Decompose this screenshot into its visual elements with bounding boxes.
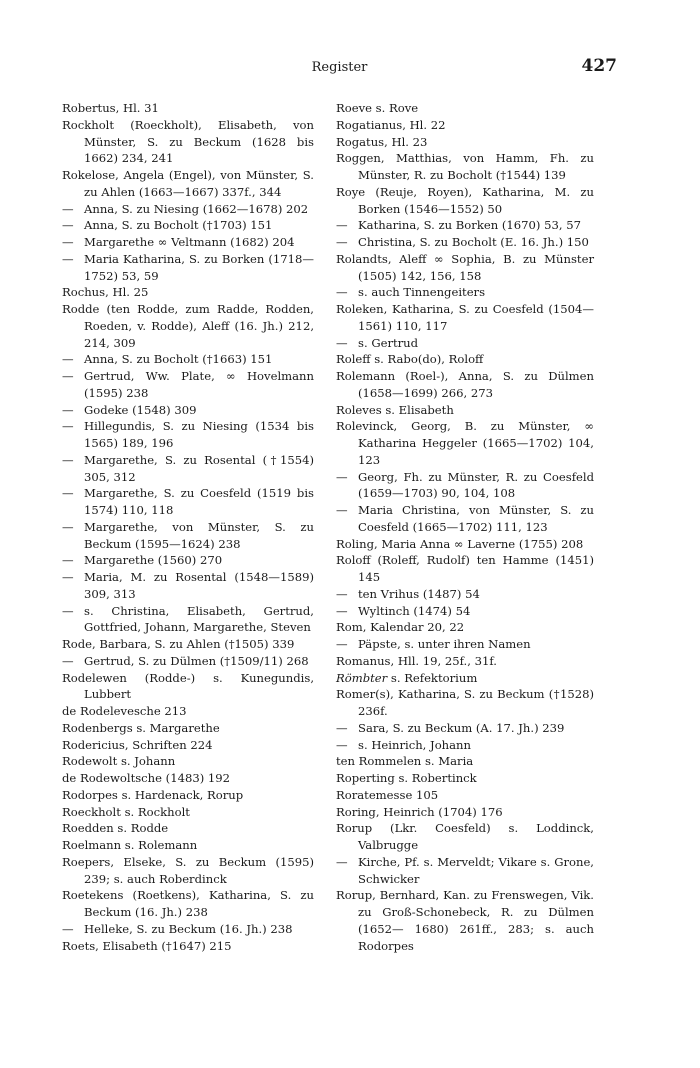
entry-text: Rodelewen (Rodde-) s. Kunegundis, Lubbert bbox=[62, 670, 314, 702]
entry-text: Roye (Reuje, Royen), Katharina, M. zu Borken (1546—1552) 50 bbox=[336, 184, 594, 216]
entry-text: Roloff (Roleff, Rudolf) ten Hamme (1451) 145 bbox=[336, 553, 594, 584]
index-subentry bbox=[62, 402, 314, 419]
index-subentry bbox=[336, 234, 594, 251]
entry-text: Roratemesse 105 bbox=[336, 787, 439, 802]
index-subentry bbox=[336, 217, 594, 234]
index-subentry bbox=[62, 251, 314, 285]
entry-text: Rolevinck, Georg, B. zu Münster, ∞ Katharina Heggeler (1665—1702) 104, 123 bbox=[336, 419, 594, 467]
index-entry bbox=[62, 167, 314, 201]
entry-text: Godeke (1548) 309 bbox=[84, 402, 197, 417]
entry-text: Maria, M. zu Rosental (1548—1589) 309, 313 bbox=[84, 570, 314, 601]
entry-text: Margarethe ∞ Veltmann (1682) 204 bbox=[84, 235, 295, 249]
entry-text: Roetekens (Roetkens), Katharina, S. zu Beckum (16. Jh.) 238 bbox=[62, 888, 314, 919]
index-entry bbox=[336, 804, 594, 821]
entry-dash: — bbox=[336, 603, 348, 618]
index-column-right bbox=[336, 100, 594, 954]
index-subentry bbox=[336, 335, 594, 352]
index-subentry bbox=[336, 603, 594, 620]
index-entry bbox=[336, 100, 594, 117]
index-subentry bbox=[62, 519, 314, 553]
entry-text: Katharina, S. zu Borken (1670) 53, 57 bbox=[358, 218, 581, 233]
entry-text: Rogatus, Hl. 23 bbox=[336, 134, 428, 149]
entry-text: Rodde (ten Rodde, zum Radde, Rodden, Roeden, v. Rodde), Aleff (16. Jh.) 212, 214, 309 bbox=[62, 302, 314, 350]
entry-dash: — bbox=[62, 235, 74, 249]
index-entry bbox=[336, 351, 594, 368]
entry-text: Rolandts, Aleff ∞ Sophia, B. zu Münster (1505) 142, 156, 158 bbox=[336, 251, 594, 283]
index-entry bbox=[336, 301, 594, 335]
entry-text: Rodorpes s. Hardenack, Rorup bbox=[62, 787, 244, 802]
index-entry bbox=[62, 854, 314, 888]
entry-dash: — bbox=[62, 553, 74, 568]
entry-text: Roedden s. Rodde bbox=[62, 821, 169, 836]
index-entry bbox=[336, 653, 594, 670]
index-entry bbox=[62, 770, 314, 787]
index-entry bbox=[336, 184, 594, 218]
entry-text: Rochus, Hl. 25 bbox=[62, 285, 149, 300]
entry-dash: — bbox=[62, 352, 74, 367]
index-entry bbox=[336, 753, 594, 770]
index-entry bbox=[336, 770, 594, 787]
index-entry bbox=[62, 938, 314, 955]
entry-text: Roeve s. Rove bbox=[336, 101, 419, 115]
entry-dash: — bbox=[336, 285, 348, 300]
index-entry bbox=[336, 418, 594, 468]
index-entry bbox=[336, 117, 594, 134]
entry-dash: — bbox=[336, 335, 348, 350]
entry-text: Rodenbergs s. Margarethe bbox=[62, 720, 220, 735]
index-subentry bbox=[336, 720, 594, 737]
entry-text: s. Refektorium bbox=[387, 670, 478, 685]
index-entry bbox=[62, 753, 314, 770]
index-entry bbox=[336, 368, 594, 402]
index-subentry bbox=[62, 217, 314, 234]
entry-dash: — bbox=[62, 921, 74, 936]
entry-text: Roring, Heinrich (1704) 176 bbox=[336, 804, 503, 819]
index-subentry bbox=[62, 351, 314, 368]
index-entry bbox=[336, 536, 594, 553]
entry-text: s. Gertrud bbox=[358, 335, 419, 350]
entry-text: Roelmann s. Rolemann bbox=[62, 838, 198, 852]
entry-text: Roperting s. Robertinck bbox=[336, 771, 477, 785]
index-subentry bbox=[62, 921, 314, 938]
entry-italic-term: Römbter bbox=[336, 670, 388, 685]
entry-text: Roets, Elisabeth (†1647) 215 bbox=[62, 938, 232, 953]
index-subentry bbox=[336, 854, 594, 888]
entry-dash: — bbox=[62, 201, 74, 216]
entry-text: Rolemann (Roel-), Anna, S. zu Dülmen (1658—1699) 266, 273 bbox=[336, 369, 594, 400]
index-subentry bbox=[336, 586, 594, 603]
entry-text: Roepers, Elseke, S. zu Beckum (1595) 239; s. auch Roberdinck bbox=[62, 854, 314, 886]
entry-text: Roleff s. Rabo(do), Roloff bbox=[336, 352, 484, 367]
entry-dash: — bbox=[336, 586, 348, 601]
index-entry bbox=[336, 402, 594, 419]
index-subentry bbox=[62, 234, 314, 251]
entry-text: Rodewolt s. Johann bbox=[62, 754, 176, 769]
entry-text: Anna, S. zu Bocholt (†1663) 151 bbox=[84, 352, 273, 367]
entry-dash: — bbox=[62, 452, 74, 467]
entry-dash: — bbox=[336, 720, 348, 735]
entry-text: Anna, S. zu Bocholt (†1703) 151 bbox=[84, 218, 273, 233]
entry-dash: — bbox=[62, 603, 74, 618]
entry-dash: — bbox=[62, 519, 74, 534]
index-subentry bbox=[62, 552, 314, 569]
entry-text: Robertus, Hl. 31 bbox=[62, 101, 159, 115]
entry-dash: — bbox=[336, 218, 348, 233]
index-entry bbox=[62, 636, 314, 653]
entry-dash: — bbox=[62, 402, 74, 417]
entry-text: Maria Christina, von Münster, S. zu Coesfeld (1665—1702) 111, 123 bbox=[358, 503, 594, 534]
index-entry bbox=[336, 887, 594, 954]
entry-dash: — bbox=[62, 251, 74, 266]
entry-text: Romer(s), Katharina, S. zu Beckum (†1528) 236f. bbox=[336, 687, 594, 718]
entry-text: Roggen, Matthias, von Hamm, Fh. zu Münster, R. zu Bocholt (†1544) 139 bbox=[336, 151, 594, 182]
entry-dash: — bbox=[336, 235, 348, 249]
index-subentry bbox=[62, 603, 314, 637]
entry-text: s. auch Tinnengeiters bbox=[358, 285, 486, 300]
entry-dash: — bbox=[336, 637, 348, 651]
entry-text: Anna, S. zu Niesing (1662—1678) 202 bbox=[84, 201, 309, 216]
entry-dash: — bbox=[336, 503, 348, 517]
index-entry bbox=[62, 284, 314, 301]
index-subentry bbox=[62, 485, 314, 519]
page-header bbox=[62, 56, 617, 84]
entry-text: Roling, Maria Anna ∞ Laverne (1755) 208 bbox=[336, 536, 584, 551]
index-entry bbox=[62, 301, 314, 351]
index-subentry bbox=[62, 569, 314, 603]
index-entry bbox=[62, 737, 314, 754]
entry-text: Rorup (Lkr. Coesfeld) s. Loddinck, Valbrugge bbox=[336, 821, 594, 852]
entry-dash: — bbox=[62, 653, 74, 668]
entry-text: de Rodewoltsche (1483) 192 bbox=[62, 771, 231, 785]
index-subentry bbox=[336, 502, 594, 536]
entry-dash: — bbox=[62, 570, 74, 584]
entry-dash: — bbox=[62, 369, 74, 383]
index-subentry bbox=[62, 201, 314, 218]
index-entry bbox=[62, 720, 314, 737]
entry-text: Hillegundis, S. zu Niesing (1534 bis 1565) 189, 196 bbox=[84, 419, 314, 450]
entry-text: de Rodelevesche 213 bbox=[62, 704, 187, 718]
entry-text: Maria Katharina, S. zu Borken (1718—1752) 53, 59 bbox=[84, 251, 314, 283]
entry-text: Romanus, Hll. 19, 25f., 31f. bbox=[336, 653, 497, 668]
index-entry bbox=[336, 619, 594, 636]
entry-text: Roeckholt s. Rockholt bbox=[62, 804, 190, 819]
index-entry bbox=[62, 787, 314, 804]
entry-dash: — bbox=[62, 419, 74, 434]
entry-text: Päpste, s. unter ihren Namen bbox=[358, 637, 531, 651]
entry-dash: — bbox=[62, 486, 74, 501]
index-entry bbox=[336, 251, 594, 285]
entry-text: s. Christina, Elisabeth, Gertrud, Gottfried, Johann, Margarethe, Steven bbox=[84, 603, 314, 635]
entry-text: Rode, Barbara, S. zu Ahlen (†1505) 339 bbox=[62, 637, 295, 651]
entry-dash: — bbox=[336, 737, 348, 752]
entry-text: Gertrud, S. zu Dülmen (†1509/11) 268 bbox=[84, 653, 309, 668]
entry-text: Rokelose, Angela (Engel), von Münster, S. zu Ahlen (1663—1667) 337f., 344 bbox=[62, 168, 314, 199]
entry-text: Rorup, Bernhard, Kan. zu Frenswegen, Vik. zu Groß-Schonebeck, R. zu Dülmen (1652— 1680) 261ff., 283; s. auch Rodorpes bbox=[336, 888, 594, 953]
index-entry bbox=[62, 804, 314, 821]
index-entry bbox=[62, 887, 314, 921]
index-subentry bbox=[62, 452, 314, 486]
entry-text: Rogatianus, Hl. 22 bbox=[336, 117, 446, 132]
entry-text: Roleken, Katharina, S. zu Coesfeld (1504—1561) 110, 117 bbox=[336, 302, 594, 333]
index-entry bbox=[336, 134, 594, 151]
entry-text: Sara, S. zu Beckum (A. 17. Jh.) 239 bbox=[358, 720, 565, 735]
index-entry bbox=[62, 670, 314, 704]
page-number: 427 bbox=[581, 56, 617, 76]
index-subentry bbox=[336, 737, 594, 754]
index-entry bbox=[62, 117, 314, 167]
index-entry bbox=[336, 820, 594, 854]
index-subentry bbox=[336, 284, 594, 301]
entry-text: Georg, Fh. zu Münster, R. zu Coesfeld (1659—1703) 90, 104, 108 bbox=[358, 469, 594, 501]
index-entry bbox=[62, 820, 314, 837]
index-subentry bbox=[336, 469, 594, 503]
entry-text: Rodericius, Schriften 224 bbox=[62, 737, 213, 752]
entry-text: ten Vrihus (1487) 54 bbox=[358, 586, 480, 601]
entry-text: Gertrud, Ww. Plate, ∞ Hovelmann (1595) 238 bbox=[84, 369, 314, 400]
index-subentry bbox=[62, 653, 314, 670]
entry-text: Helleke, S. zu Beckum (16. Jh.) 238 bbox=[84, 921, 293, 936]
index-subentry bbox=[336, 636, 594, 653]
index-entry bbox=[336, 787, 594, 804]
entry-text: Margarethe, S. zu Coesfeld (1519 bis 1574) 110, 118 bbox=[84, 486, 314, 517]
entry-text: s. Heinrich, Johann bbox=[358, 737, 471, 752]
index-column-left bbox=[62, 100, 314, 954]
entry-text: Wyltinch (1474) 54 bbox=[358, 603, 471, 618]
index-entry bbox=[336, 552, 594, 586]
entry-text: Margarethe, von Münster, S. zu Beckum (1595—1624) 238 bbox=[84, 519, 314, 551]
entry-dash: — bbox=[336, 854, 348, 869]
entry-text: Kirche, Pf. s. Merveldt; Vikare s. Grone, Schwicker bbox=[358, 854, 594, 886]
running-head: Register bbox=[311, 60, 368, 75]
entry-dash: — bbox=[336, 469, 348, 484]
entry-text: Rockholt (Roeckholt), Elisabeth, von Münster, S. zu Beckum (1628 bis 1662) 234, 241 bbox=[62, 117, 314, 166]
entry-text: ten Rommelen s. Maria bbox=[336, 754, 474, 769]
entry-text: Margarethe (1560) 270 bbox=[84, 553, 223, 568]
index-subentry bbox=[62, 418, 314, 452]
entry-text: Margarethe, S. zu Rosental (†1554) 305, 312 bbox=[84, 452, 314, 484]
entry-dash: — bbox=[62, 218, 74, 233]
entry-text: Christina, S. zu Bocholt (E. 16. Jh.) 150 bbox=[358, 235, 589, 249]
index-entry bbox=[62, 100, 314, 117]
index-subentry bbox=[62, 368, 314, 402]
index-entry bbox=[336, 150, 594, 184]
index-entry bbox=[336, 670, 594, 687]
index-entry bbox=[336, 686, 594, 720]
entry-text: Roleves s. Elisabeth bbox=[336, 402, 454, 417]
index-entry bbox=[62, 703, 314, 720]
index-entry bbox=[62, 837, 314, 854]
entry-text: Rom, Kalendar 20, 22 bbox=[336, 620, 465, 635]
